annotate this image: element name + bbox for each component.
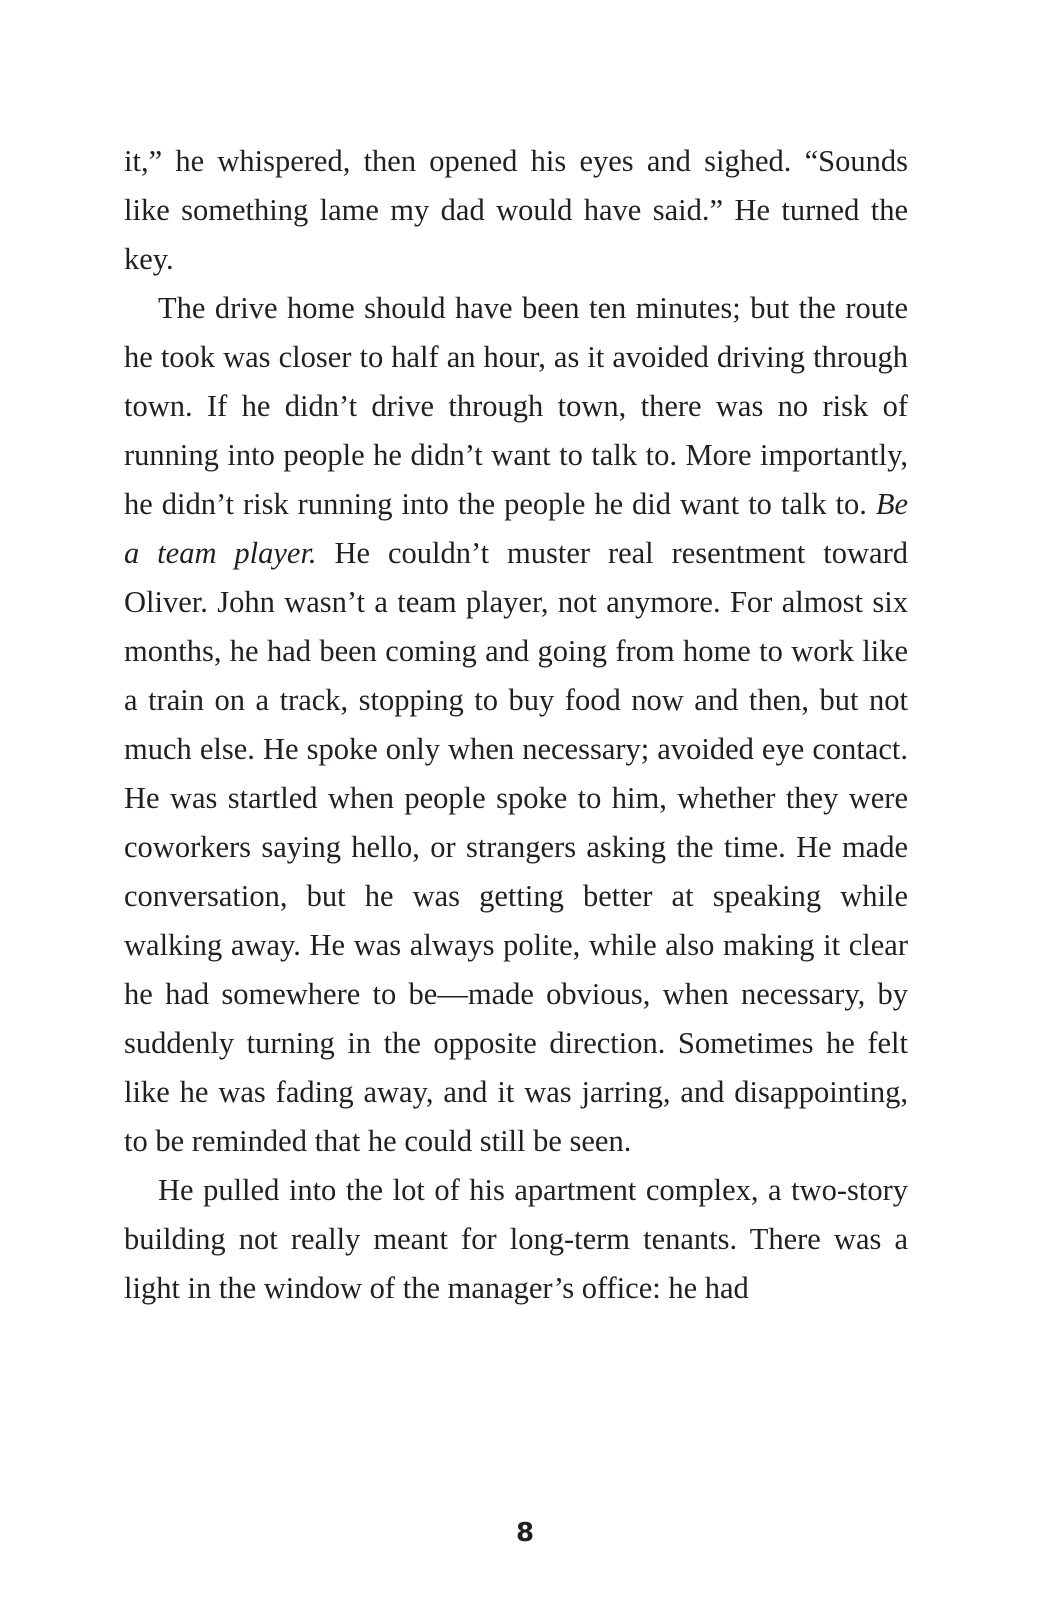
paragraph-2-italic-phrase: Be a team player. <box>124 487 908 570</box>
paragraph-2-text-b: He couldn’t muster real resentment toward Oliver. John wasn’t a team player, not anymore. For almost six months, he had been coming and going from home to work like a train on a track, stopping to buy food now and then, but not much else. He spoke only when necessary; avoided eye contact. He was startled when people spoke to him, whether they were coworkers saying hello, or strangers asking the time. He made conversation, but he was getting better at speaking while walking away. He was always polite, while also making it clear he had somewhere to be—made obvious, when necessary, by suddenly turning in the opposite direction. Sometimes he felt like he was fading away, and it was jarring, and disappointing, to be reminded that he could still be seen. <box>124 536 909 1158</box>
paragraph-2-text-a: The drive home should have been ten minutes; but the route he took was closer to half an hour, as it avoided driving through town. If he didn’t drive through town, there was no risk of running into people he didn’t want to talk to. More importantly, he didn’t risk running into the people he did want to talk to. <box>124 291 908 521</box>
paragraph-1-text: it,” he whispered, then opened his eyes and sighed. “Sounds like something lame my dad would have said.” He turned the key. <box>124 144 908 276</box>
paragraph-2 <box>124 284 908 1166</box>
page-number: 8 <box>515 1518 535 1548</box>
body-text <box>124 137 908 1313</box>
paragraph-3 <box>124 1166 908 1313</box>
paragraph-3-text: He pulled into the lot of his apartment complex, a two-story building not really meant for long-term tenants. There was a light in the window of the manager’s office: he had <box>124 1173 908 1305</box>
paragraph-1 <box>124 137 908 284</box>
